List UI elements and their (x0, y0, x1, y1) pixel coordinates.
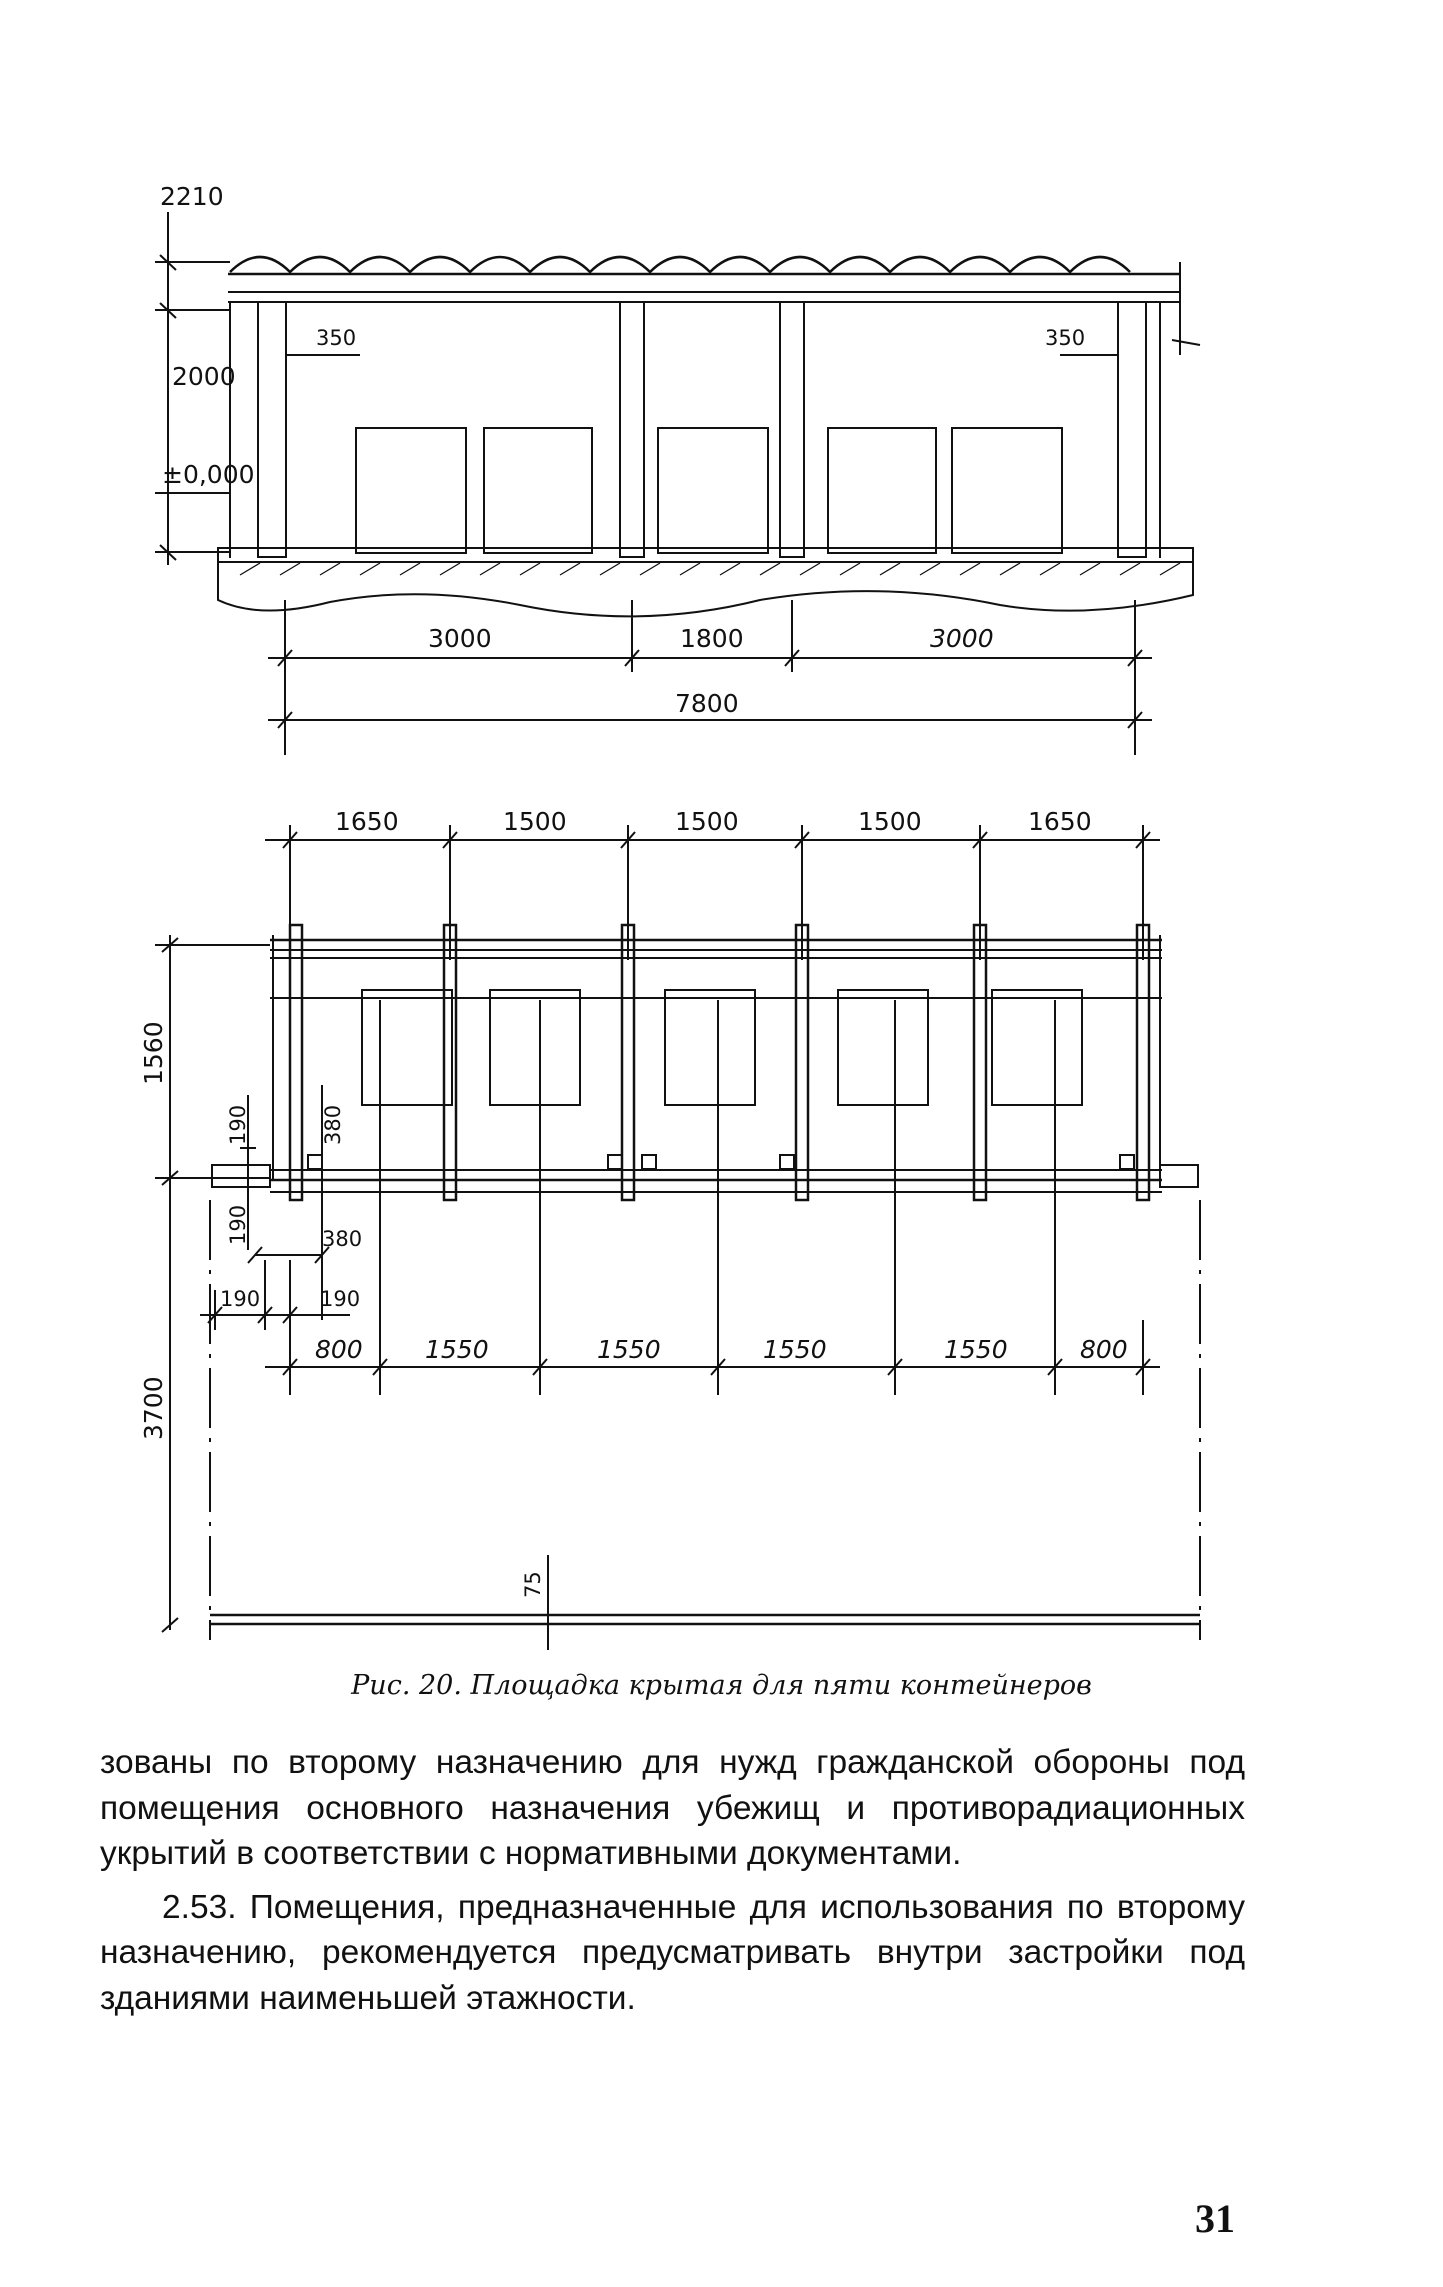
container (992, 990, 1082, 1105)
figure-caption: Рис. 20. Площадка крытая для пяти контейнеров (351, 1670, 1092, 1701)
top-dim-5: 1650 (1028, 807, 1092, 836)
container (490, 990, 580, 1105)
container (356, 428, 466, 553)
body-text (100, 1740, 1245, 2021)
corrugated-roof (230, 257, 1130, 272)
container (665, 990, 755, 1105)
container (952, 428, 1062, 553)
top-dim-2: 1500 (503, 807, 567, 836)
roof-level-label: 2210 (160, 182, 224, 211)
bottom-dim-2: 1550 (425, 1335, 489, 1364)
roof-height-label: 2000 (172, 362, 236, 391)
overhang-right-label: 350 (1045, 326, 1086, 350)
container (658, 428, 768, 553)
offset-190-b: 190 (226, 1204, 250, 1245)
bay-dim-1: 3000 (428, 624, 492, 653)
top-dim-1: 1650 (335, 807, 399, 836)
plan-depth-label: 1560 (139, 1021, 168, 1085)
section-elevation (155, 182, 1200, 755)
offset-380-a: 380 (321, 1104, 345, 1145)
top-dim-4: 1500 (858, 807, 922, 836)
bottom-dim-1: 800 (315, 1335, 363, 1364)
bay-dim-2: 1800 (680, 624, 744, 653)
bottom-dim-4: 1550 (763, 1335, 827, 1364)
top-dim-3: 1500 (675, 807, 739, 836)
overhang-left-label: 350 (316, 326, 357, 350)
total-dim: 7800 (675, 689, 739, 718)
curb-width-label: 75 (521, 1571, 545, 1598)
container (828, 428, 936, 553)
bottom-dim-6: 800 (1080, 1335, 1128, 1364)
offset-380-b: 380 (322, 1227, 363, 1251)
bay-dim-3: 3000 (930, 624, 994, 653)
apron-depth-label: 3700 (139, 1376, 168, 1440)
bottom-dim-3: 1550 (597, 1335, 661, 1364)
bottom-dim-5: 1550 (944, 1335, 1008, 1364)
offset-190-d: 190 (320, 1287, 361, 1311)
container (838, 990, 928, 1105)
paragraph-2-53: 2.53. Помещения, предназначенные для использования по второму назначению, рекомендуется предусматривать внутри застройки под зданиями наименьшей этажности. (100, 1888, 1245, 2017)
offset-190-c: 190 (220, 1287, 261, 1311)
page-number: 31 (1195, 2196, 1235, 2241)
container (362, 990, 452, 1105)
paragraph-continued: зованы по второму назначению для нужд гражданской обороны под помещения основного назначения убежищ и противорадиационных укрытий в соответствии с нормативными документами. (100, 1744, 1245, 1872)
container (484, 428, 592, 553)
offset-190-a: 190 (226, 1104, 250, 1145)
floor-level-label: ±0,000 (162, 460, 255, 489)
plan-view (139, 807, 1200, 1650)
